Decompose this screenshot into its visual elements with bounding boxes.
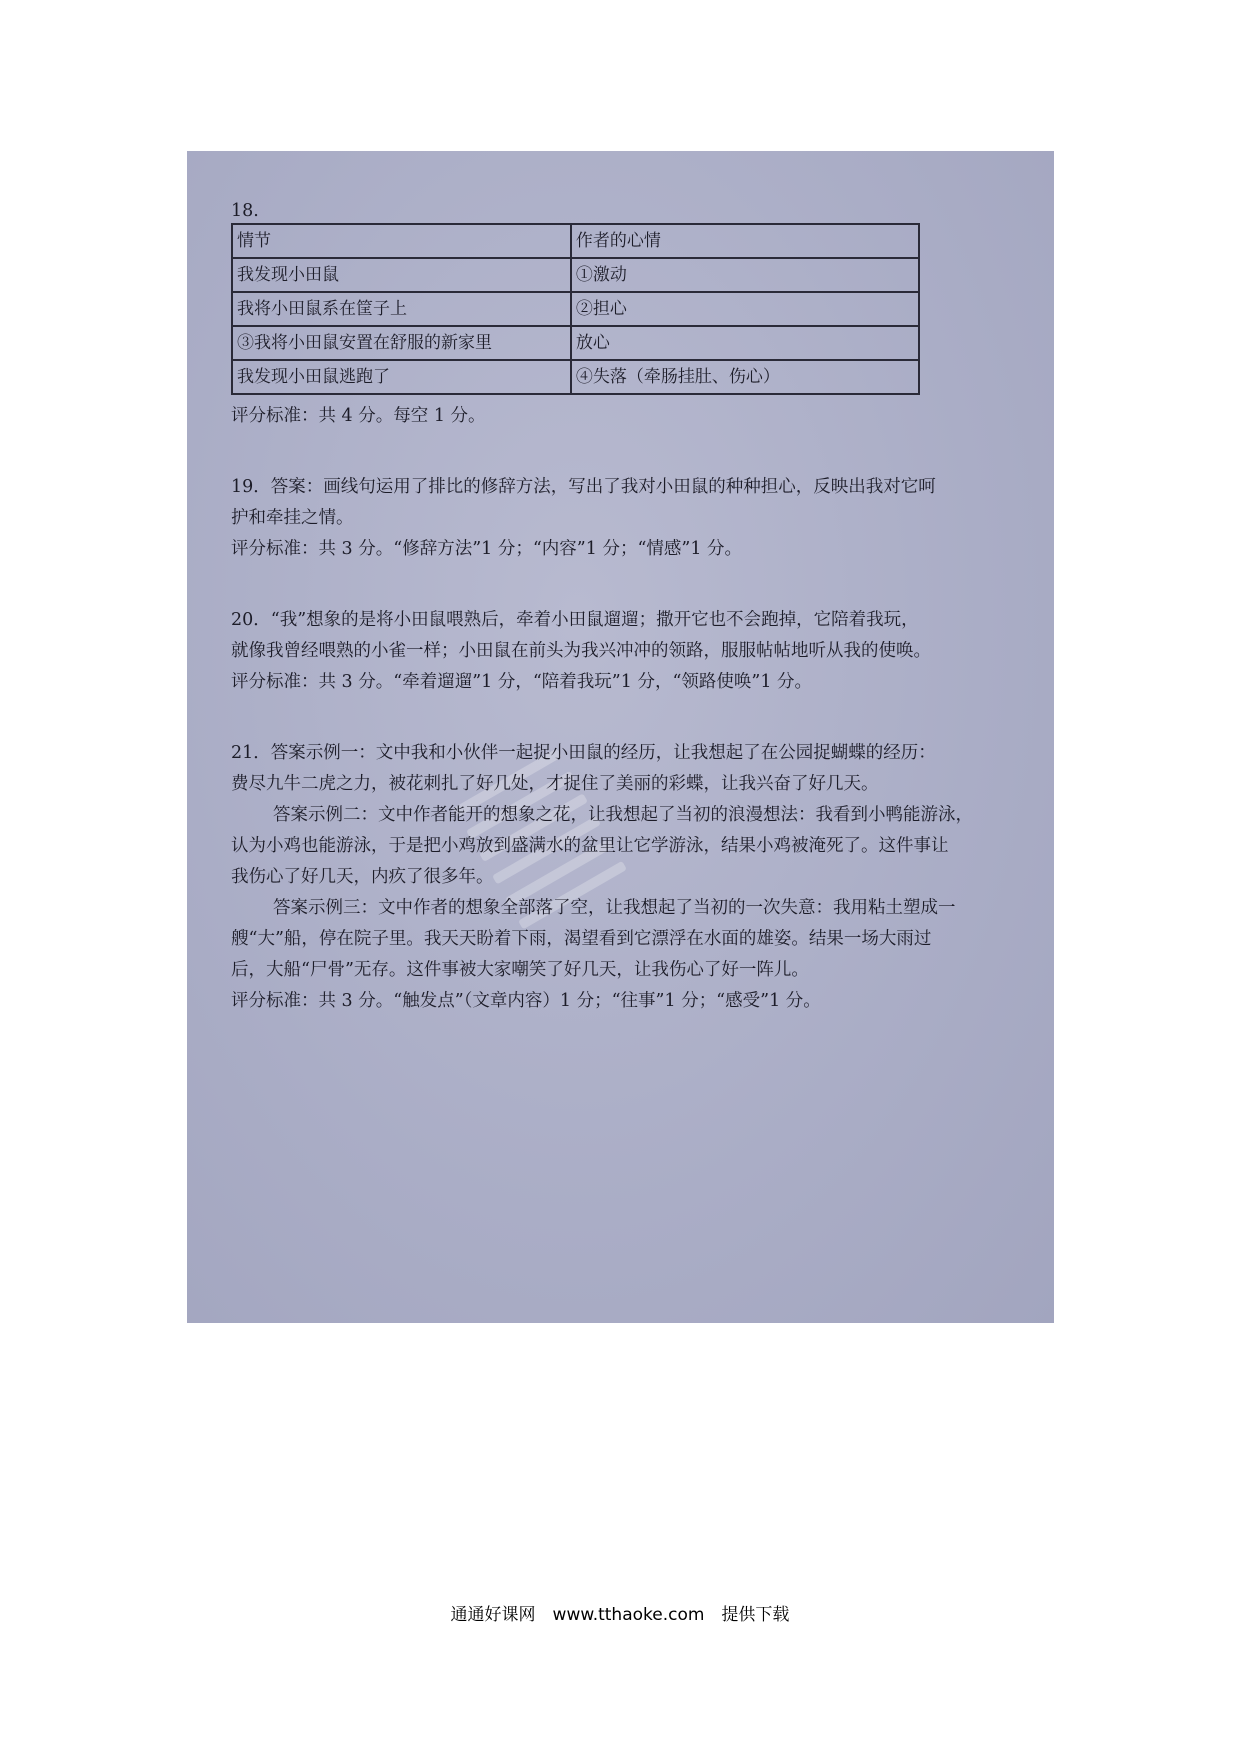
- table-header-cell: 情节: [232, 224, 571, 258]
- question-20: [231, 605, 1021, 698]
- question-18-number: 18.: [231, 201, 259, 221]
- table-row: [232, 326, 919, 360]
- question-21-example1-line: 费尽九牛二虎之力，被花刺扎了好几处，才捉住了美丽的彩蝶，让我兴奋了好几天。: [231, 774, 879, 794]
- question-21: [231, 738, 1021, 1017]
- question-21-example2-line: 认为小鸡也能游泳，于是把小鸡放到盛满水的盆里让它学游泳，结果小鸡被淹死了。这件事让: [231, 836, 949, 856]
- table-row: [232, 292, 919, 326]
- question-21-score: 评分标准：共 3 分。“触发点”（文章内容）1 分；“往事”1 分；“感受”1 分。: [231, 991, 821, 1011]
- question-18-score: 评分标准：共 4 分。每空 1 分。: [231, 406, 486, 426]
- table-cell: 我将小田鼠系在筐子上: [232, 292, 571, 326]
- question-21-example2-line: 我伤心了好几天，内疚了很多年。: [231, 867, 494, 887]
- table-cell: ②担心: [571, 292, 919, 326]
- answer-content: [231, 199, 1021, 1017]
- question-21-example1-line: 21．答案示例一：文中我和小伙伴一起捉小田鼠的经历，让我想起了在公园捉蝴蝶的经历：: [231, 743, 936, 763]
- table-row: [232, 258, 919, 292]
- table-row: [232, 360, 919, 394]
- plot-mood-table: [231, 223, 920, 395]
- table-cell: ③我将小田鼠安置在舒服的新家里: [232, 326, 571, 360]
- scanned-answer-sheet-photo: [187, 151, 1054, 1323]
- question-21-example2-line: 答案示例二：文中作者能开的想象之花，让我想起了当初的浪漫想法：我看到小鸭能游泳，: [273, 805, 973, 825]
- question-18: [231, 199, 1021, 432]
- question-19-score: 评分标准：共 3 分。“修辞方法”1 分；“内容”1 分；“情感”1 分。: [231, 539, 743, 559]
- question-19: [231, 472, 1021, 565]
- table-cell: 放心: [571, 326, 919, 360]
- table-cell: ①激动: [571, 258, 919, 292]
- question-21-example3-line: 后，大船“尸骨”无存。这件事被大家嘲笑了好几天，让我伤心了好一阵儿。: [231, 960, 809, 980]
- table-cell: 我发现小田鼠: [232, 258, 571, 292]
- question-20-answer-line: 20．“我”想象的是将小田鼠喂熟后，牵着小田鼠遛遛；撒开它也不会跑掉，它陪着我玩，: [231, 610, 919, 630]
- question-19-answer-line: 护和牵挂之情。: [231, 508, 354, 528]
- download-footer: 通通好课网 www.tthaoke.com 提供下载: [450, 1605, 790, 1625]
- question-20-score: 评分标准：共 3 分。“牵着遛遛”1 分，“陪着我玩”1 分，“领路使唤”1 分。: [231, 672, 813, 692]
- table-header-row: [232, 224, 919, 258]
- question-19-answer-line: 19．答案：画线句运用了排比的修辞方法，写出了我对小田鼠的种种担心，反映出我对它呵: [231, 477, 936, 497]
- table-cell: 我发现小田鼠逃跑了: [232, 360, 571, 394]
- question-21-example3-line: 艘“大”船，停在院子里。我天天盼着下雨，渴望看到它漂浮在水面的雄姿。结果一场大雨过: [231, 929, 932, 949]
- question-21-example3-line: 答案示例三：文中作者的想象全部落了空，让我想起了当初的一次失意：我用粘土塑成一: [273, 898, 956, 918]
- table-header-cell: 作者的心情: [571, 224, 919, 258]
- question-20-answer-line: 就像我曾经喂熟的小雀一样；小田鼠在前头为我兴冲冲的领路，服服帖帖地听从我的使唤。: [231, 641, 931, 661]
- table-cell: ④失落（牵肠挂肚、伤心）: [571, 360, 919, 394]
